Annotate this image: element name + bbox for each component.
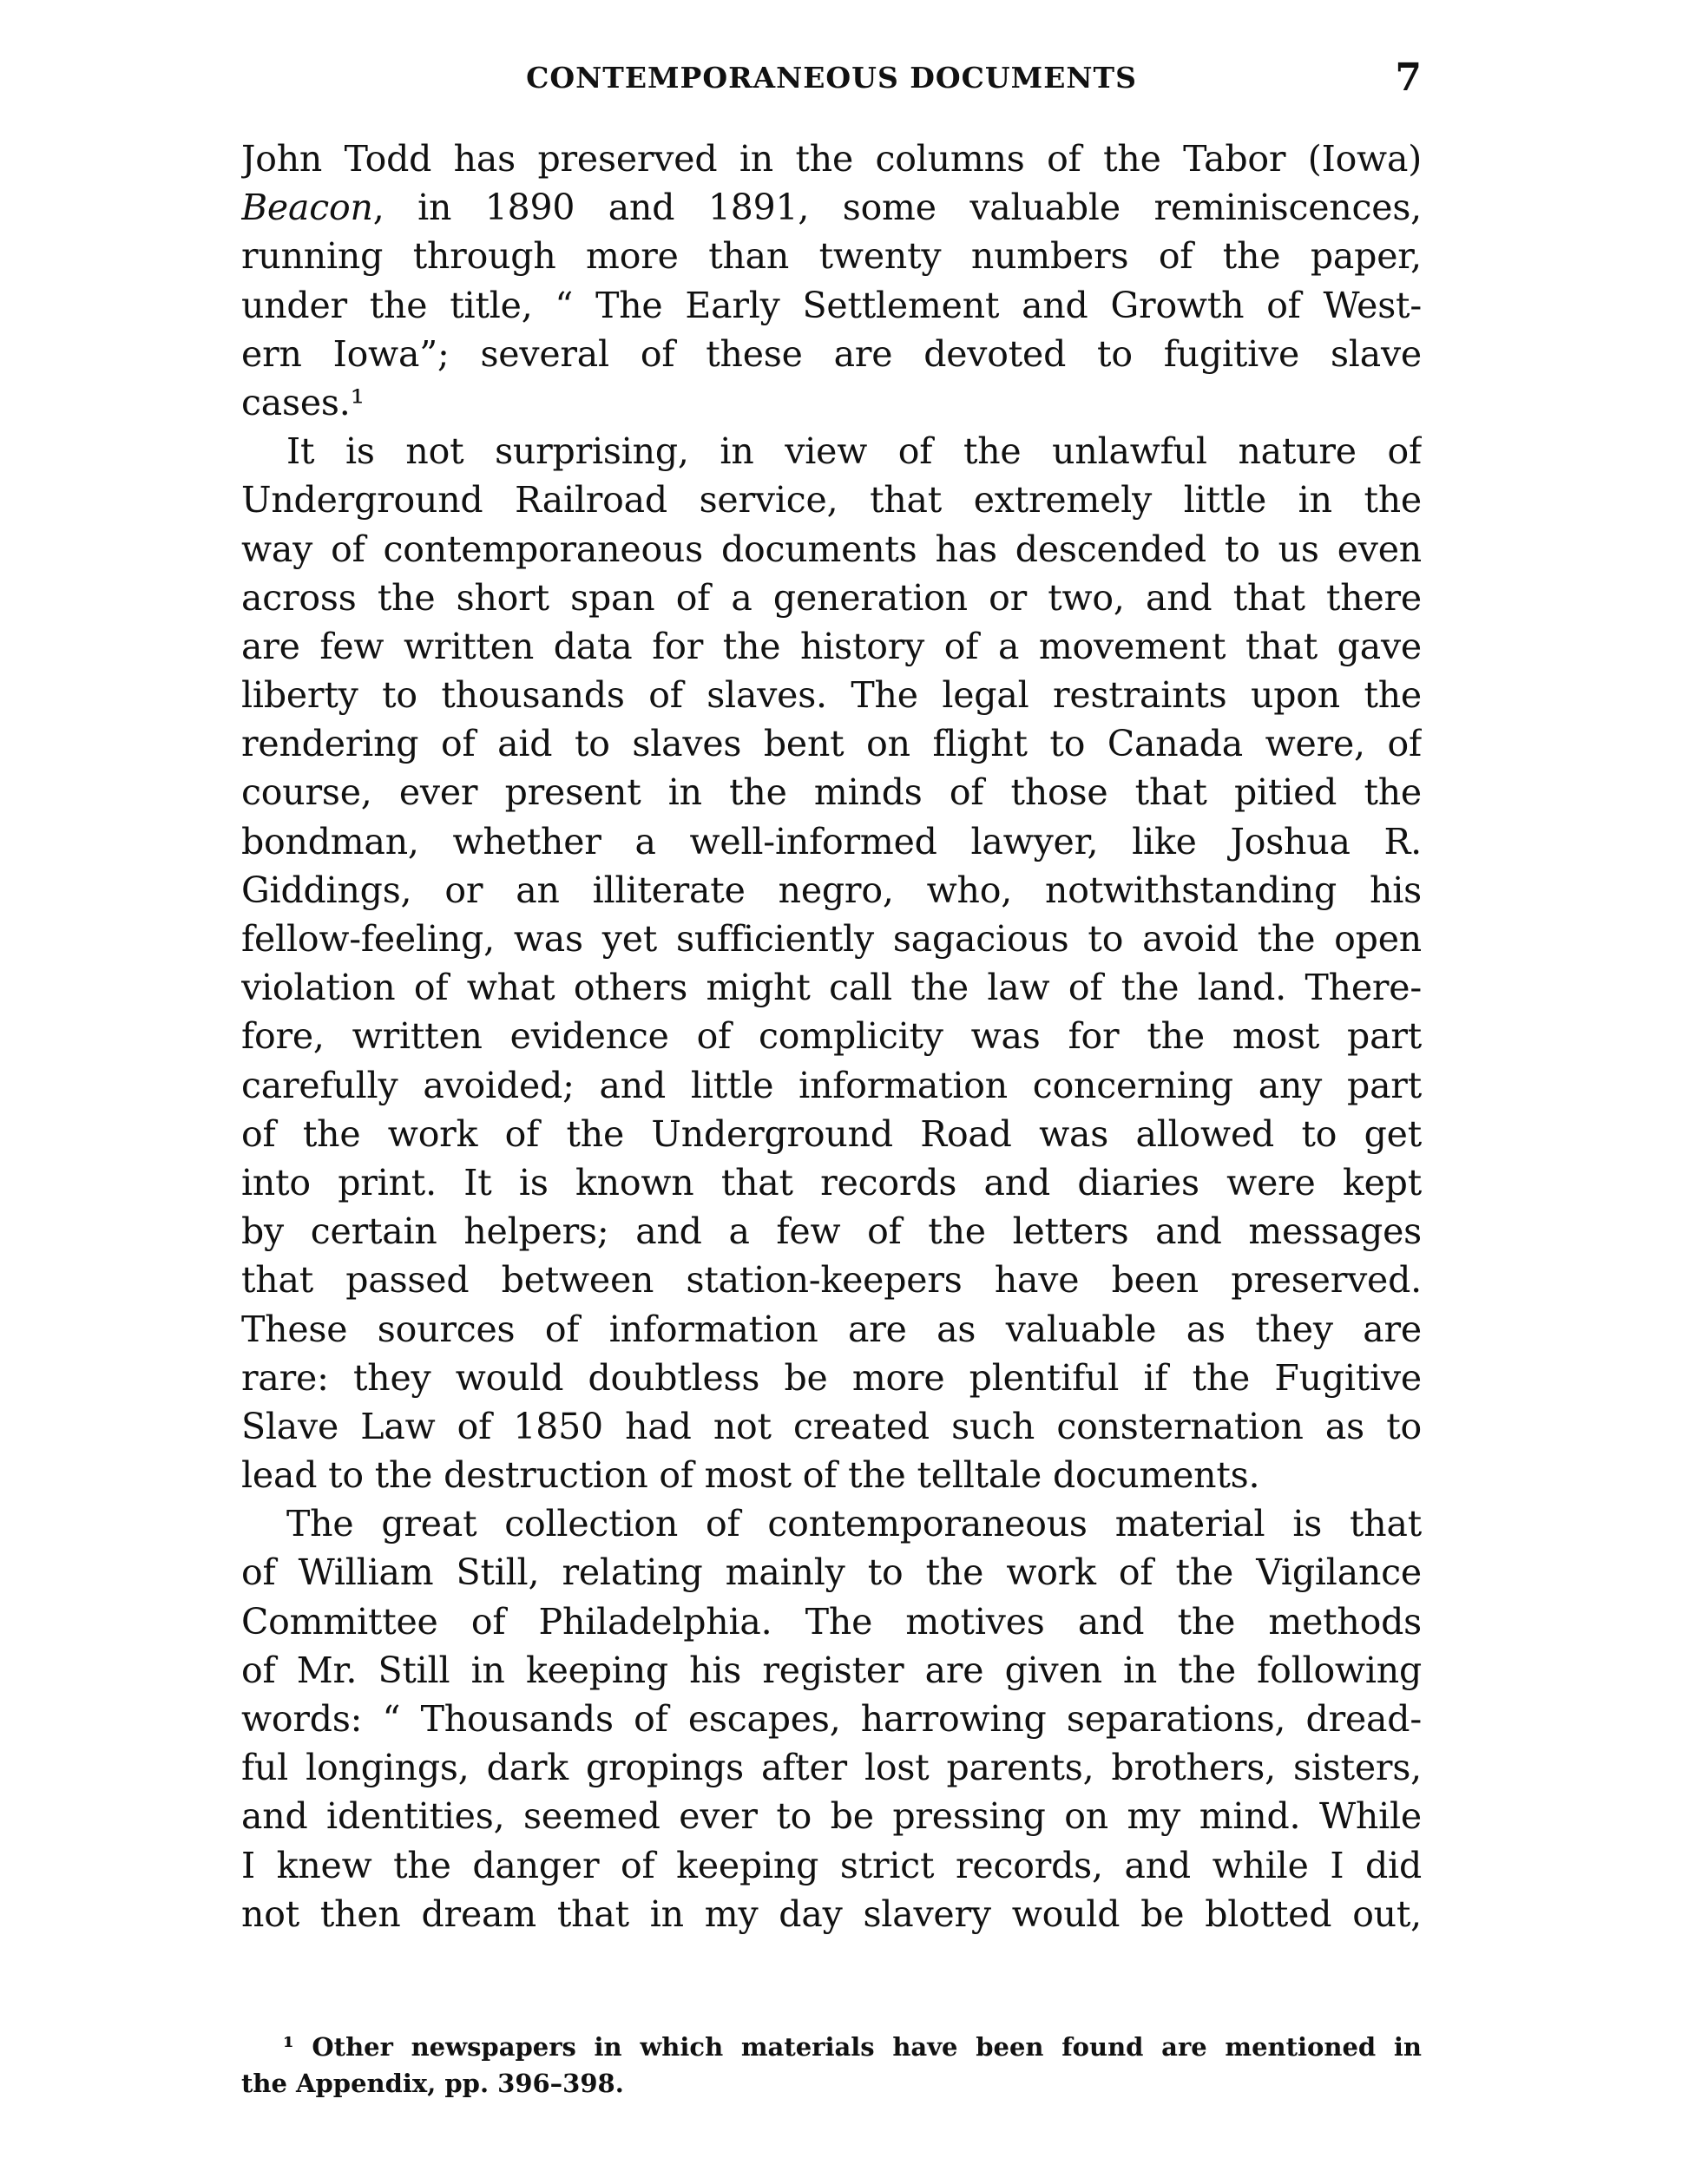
footnote bbox=[241, 2029, 1422, 2102]
text-line: are few written data for the history of a movement that gave bbox=[241, 625, 1422, 667]
text-line: The great collection of contemporaneous material is that bbox=[286, 1503, 1422, 1545]
text-line: words: “ Thousands of escapes, harrowing separations, dread- bbox=[241, 1698, 1422, 1740]
text-line: liberty to thousands of slaves. The legal restraints upon the bbox=[241, 674, 1422, 717]
footnote-line: ¹ Other newspapers in which materials have been found are mentioned in bbox=[283, 2032, 1422, 2062]
text-line: rendering of aid to slaves bent on flight to Canada were, of bbox=[241, 723, 1422, 765]
footnote-line: the Appendix, pp. 396–398. bbox=[241, 2069, 624, 2098]
text-line: cases.¹ bbox=[241, 381, 365, 423]
text-line: and identities, seemed ever to be pressing on my mind. While bbox=[241, 1795, 1422, 1838]
page-number: 7 bbox=[1395, 56, 1422, 100]
text-line: Committee of Philadelphia. The motives and the methods bbox=[241, 1600, 1422, 1643]
text-line: of William Still, relating mainly to the work of the Vigilance bbox=[241, 1551, 1422, 1594]
text-line: Beacon, in 1890 and 1891, some valuable reminiscences, bbox=[241, 187, 1422, 229]
text-line: ful longings, dark gropings after lost parents, brothers, sisters, bbox=[241, 1747, 1422, 1789]
italic-title: Beacon bbox=[241, 187, 373, 229]
text-line: It is not surprising, in view of the unlawful nature of bbox=[286, 430, 1422, 473]
text-line: fore, written evidence of complicity was for the most part bbox=[241, 1015, 1422, 1058]
text-line: way of contemporaneous documents has descended to us even bbox=[241, 528, 1422, 570]
text-line: of Mr. Still in keeping his register are given in the following bbox=[241, 1649, 1422, 1691]
text-line: lead to the destruction of most of the telltale documents. bbox=[241, 1454, 1260, 1497]
text-line: by certain helpers; and a few of the letters and messages bbox=[241, 1210, 1422, 1253]
text-line: Underground Railroad service, that extremely little in the bbox=[241, 479, 1422, 521]
text-line: violation of what others might call the law of the land. There- bbox=[241, 967, 1422, 1009]
text-line: fellow-feeling, was yet sufficiently sagacious to avoid the open bbox=[241, 918, 1422, 960]
running-head bbox=[241, 56, 1422, 104]
text-line: carefully avoided; and little information concerning any part bbox=[241, 1064, 1422, 1106]
text-line: John Todd has preserved in the columns of the Tabor (Iowa) bbox=[241, 138, 1422, 180]
text-line: rare: they would doubtless be more plentiful if the Fugitive bbox=[241, 1356, 1422, 1399]
text-line: bondman, whether a well-informed lawyer, like Joshua R. bbox=[241, 820, 1422, 862]
text-line: Giddings, or an illiterate negro, who, notwithstanding his bbox=[241, 869, 1422, 911]
text-line: Slave Law of 1850 had not created such consternation as to bbox=[241, 1405, 1422, 1447]
text-line: I knew the danger of keeping strict records, and while I did bbox=[241, 1844, 1422, 1886]
text-line: across the short span of a generation or two, and that there bbox=[241, 576, 1422, 619]
text-line: of the work of the Underground Road was allowed to get bbox=[241, 1112, 1422, 1155]
text-line: course, ever present in the minds of those that pitied the bbox=[241, 771, 1422, 814]
text-line: into print. It is known that records and diaries were kept bbox=[241, 1161, 1422, 1203]
text-line: not then dream that in my day slavery would be blotted out, bbox=[241, 1892, 1422, 1935]
text-line: running through more than twenty numbers of the paper, bbox=[241, 235, 1422, 278]
running-title: CONTEMPORANEOUS DOCUMENTS bbox=[526, 61, 1137, 95]
text-line: ern Iowa”; several of these are devoted to fugitive slave bbox=[241, 332, 1422, 375]
text-line: under the title, “ The Early Settlement and Growth of West- bbox=[241, 284, 1422, 326]
body-text bbox=[241, 134, 1422, 1938]
text-line: that passed between station-keepers have been preserved. bbox=[241, 1259, 1422, 1302]
text-line: These sources of information are as valuable as they are bbox=[241, 1308, 1422, 1350]
